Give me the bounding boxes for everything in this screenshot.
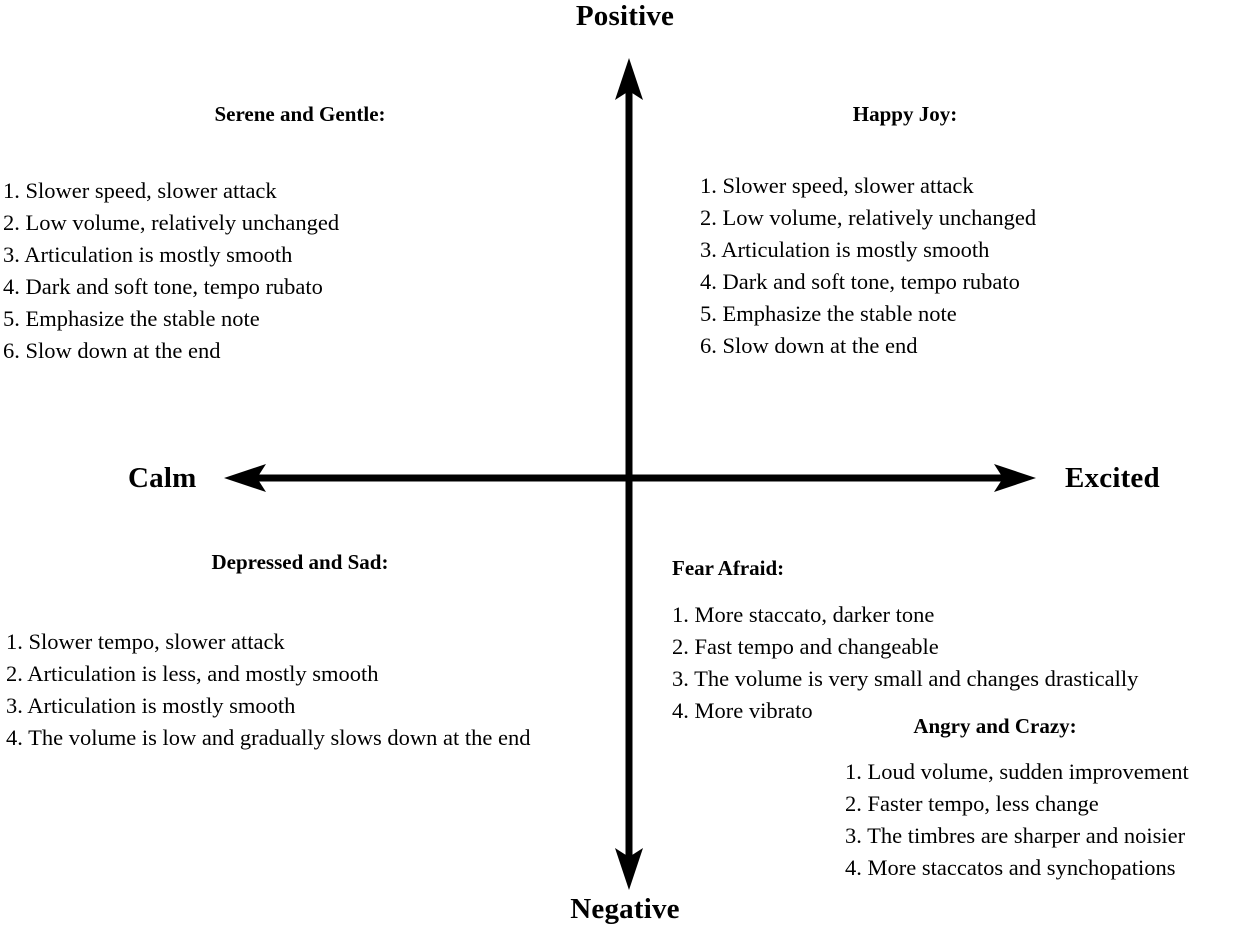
quadrant-title: Fear Afraid:: [672, 556, 785, 580]
list-item: 4. Dark and soft tone, tempo rubato: [700, 268, 1020, 294]
list-item: 4. Dark and soft tone, tempo rubato: [3, 273, 323, 299]
list-item: 4. The volume is low and gradually slows down at the end: [6, 724, 531, 750]
list-item: 4. More vibrato: [672, 697, 813, 723]
list-item: 1. More staccato, darker tone: [672, 602, 935, 627]
list-item: 5. Emphasize the stable note: [700, 300, 957, 326]
list-item: 1. Slower speed, slower attack: [700, 173, 974, 198]
axis-label-negative: Negative: [570, 893, 680, 925]
quadrant-item-list: [3, 175, 620, 367]
list-item: 3. Articulation is mostly smooth: [6, 692, 296, 718]
quadrant-title: Serene and Gentle:: [214, 102, 386, 126]
quadrant-fear-afraid: [672, 556, 1232, 727]
list-item: 3. The volume is very small and changes drastically: [672, 665, 1139, 691]
list-item: 5. Emphasize the stable note: [3, 305, 260, 331]
list-item: 1. Slower tempo, slower attack: [6, 629, 285, 654]
list-item: 3. The timbres are sharper and noisier: [845, 822, 1186, 848]
quadrant-title: Angry and Crazy:: [913, 714, 1077, 738]
quadrant-item-list: [700, 170, 1230, 362]
list-item: 2. Low volume, relatively unchanged: [700, 204, 1037, 230]
list-item: 6. Slow down at the end: [3, 337, 221, 363]
quadrant-title: Happy Joy:: [852, 102, 958, 126]
quadrant-item-list: [845, 756, 1250, 884]
quadrant-item-list: [672, 599, 1232, 727]
list-item: 2. Low volume, relatively unchanged: [3, 209, 340, 235]
quadrant-happy-joy: [690, 102, 1230, 362]
list-item: 2. Faster tempo, less change: [845, 790, 1099, 816]
list-item: 3. Articulation is mostly smooth: [3, 241, 293, 267]
quadrant-depressed-and-sad: [0, 550, 640, 754]
quadrant-serene-and-gentle: [0, 102, 620, 367]
quadrant-title: Depressed and Sad:: [211, 550, 389, 574]
list-item: 6. Slow down at the end: [700, 332, 918, 358]
list-item: 2. Articulation is less, and mostly smooth: [6, 660, 379, 686]
quadrant-item-list: [6, 626, 640, 754]
list-item: 2. Fast tempo and changeable: [672, 633, 939, 659]
axis-label-calm: Calm: [128, 462, 197, 494]
list-item: 1. Slower speed, slower attack: [3, 178, 277, 203]
list-item: 1. Loud volume, sudden improvement: [845, 759, 1189, 784]
axis-label-positive: Positive: [575, 0, 675, 32]
axis-label-excited: Excited: [1065, 462, 1160, 494]
list-item: 3. Articulation is mostly smooth: [700, 236, 990, 262]
quadrant-angry-and-crazy: [840, 714, 1250, 884]
list-item: 4. More staccatos and synchopations: [845, 854, 1176, 880]
